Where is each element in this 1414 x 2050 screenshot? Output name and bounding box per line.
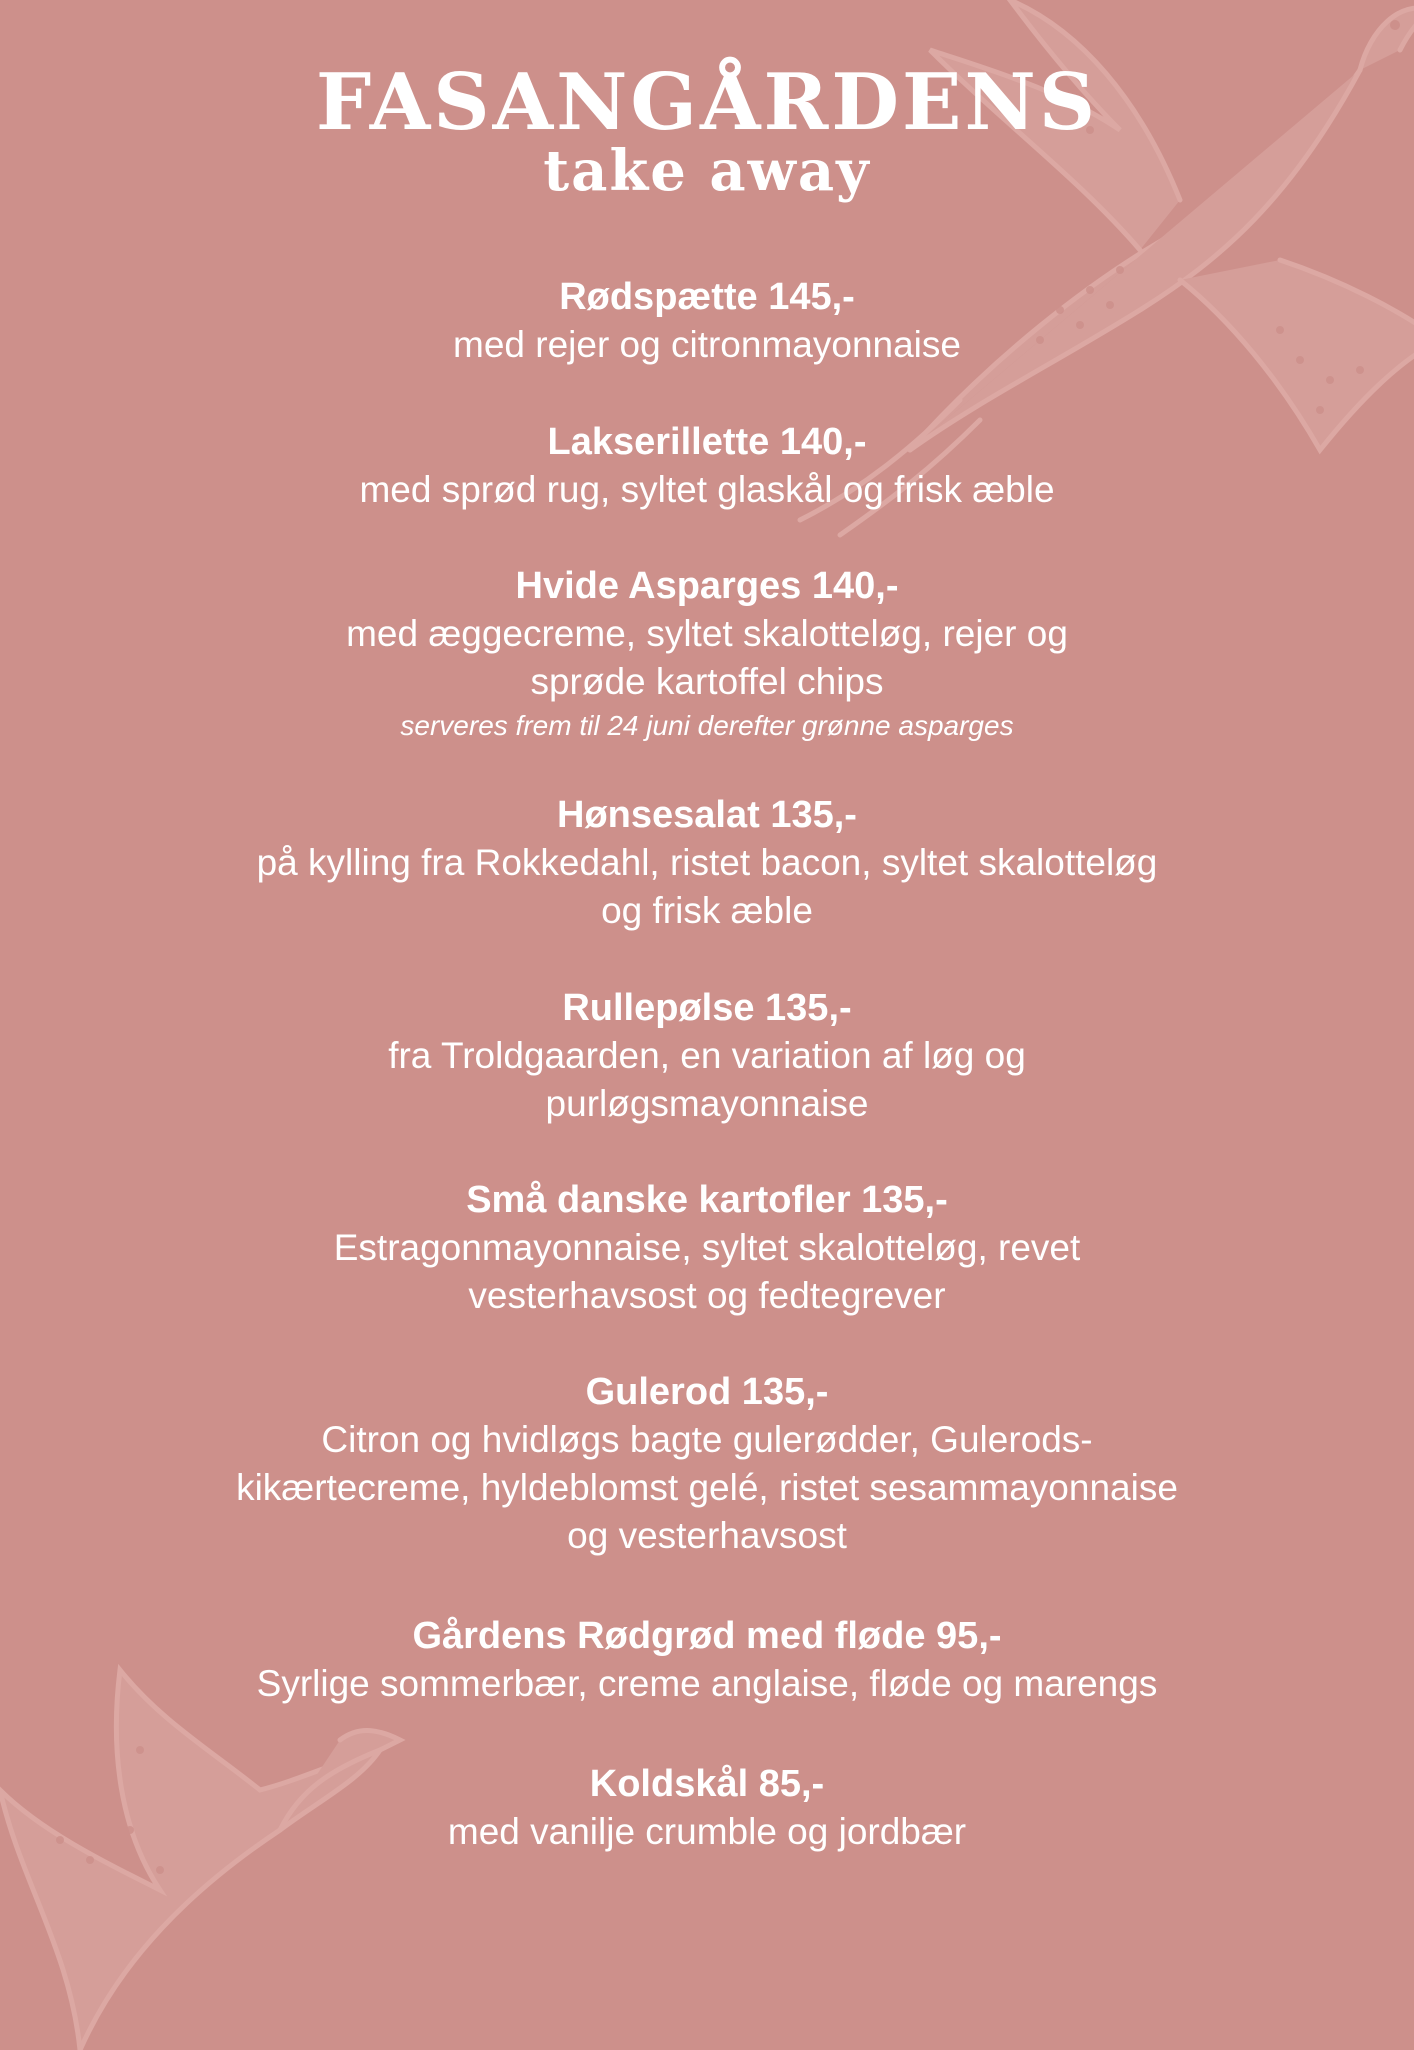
menu-item-name: Rødspætte 145,- [559,276,855,318]
menu-item-description: på kylling fra Rokkedahl, ristet bacon, syltet skalotteløg [256,842,1158,883]
menu-item-description: med æggecreme, syltet skalotteløg, rejer og [346,613,1068,654]
menu-item-description: sprøde kartoffel chips [530,661,884,702]
restaurant-title: FASANGÅRDENS [315,57,1099,148]
menu-item-description: kikærtecreme, hyldeblomst gelé, ristet sesammayonnaise [236,1467,1178,1508]
menu-item [150,273,1264,369]
menu-item-description: og frisk æble [601,890,813,931]
menu-item-description: med vanilje crumble og jordbær [447,1811,967,1852]
menu-item-description: med sprød rug, syltet glaskål og frisk æble [359,469,1055,510]
menu-item-description: purløgsmayonnaise [545,1083,869,1124]
menu-item-name: Koldskål 85,- [589,1763,825,1805]
menu-item-description: Citron og hvidløgs bagte gulerødder, Gulerods- [321,1419,1093,1460]
menu-item [150,791,1264,935]
menu-item-description: med rejer og citronmayonnaise [453,324,961,365]
menu-item-note: serveres frem til 24 juni derefter grønne asparges [400,710,1014,741]
menu-item-name: Hvide Asparges 140,- [515,565,899,607]
menu-item-name: Små danske kartofler 135,- [466,1179,948,1221]
menu-item-description: vesterhavsost og fedtegrever [468,1275,946,1316]
menu-item-description: og vesterhavsost [567,1515,847,1556]
menu-item-description: Syrlige sommerbær, creme anglaise, fløde og marengs [256,1663,1158,1704]
menu-item [150,1368,1264,1560]
menu-item [150,418,1264,514]
menu-item-name: Rullepølse 135,- [562,987,852,1029]
menu-item-description: fra Troldgaarden, en variation af løg og [388,1035,1026,1076]
menu-item [150,984,1264,1128]
menu-item [150,562,1264,746]
menu-subtitle: take away [543,138,871,204]
menu-item-name: Lakserillette 140,- [547,421,867,463]
menu-item-name: Hønsesalat 135,- [557,794,857,836]
menu-item-name: Gårdens Rødgrød med fløde 95,- [412,1615,1002,1657]
menu-item [150,1760,1264,1856]
menu-item-description: Estragonmayonnaise, syltet skalotteløg, revet [333,1227,1081,1268]
menu-item [150,1612,1264,1708]
menu-item [150,1176,1264,1320]
menu-item-name: Gulerod 135,- [585,1371,829,1413]
